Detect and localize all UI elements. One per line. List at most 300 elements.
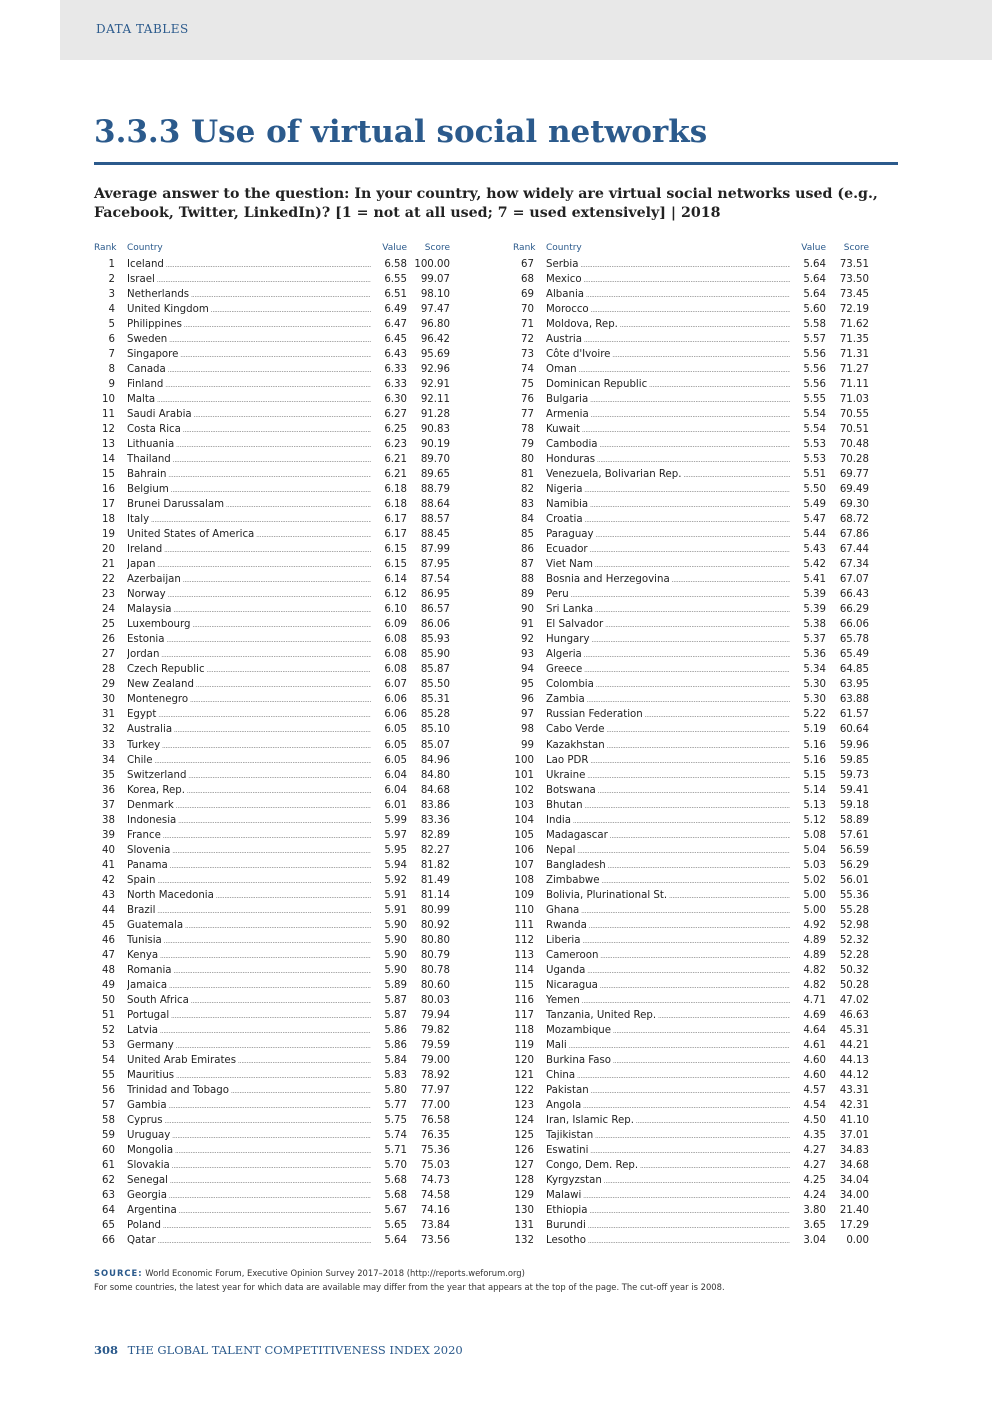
score-cell: 59.41: [839, 784, 869, 796]
value-cell: 5.16: [790, 738, 826, 753]
rank-cell: 51: [102, 1009, 115, 1021]
rank-cell: 49: [102, 979, 115, 991]
value-cell: 5.56: [790, 362, 826, 377]
value-cell: 5.87: [371, 1008, 407, 1023]
table-row: [94, 377, 450, 392]
rank-cell: 98: [521, 724, 534, 736]
table-row: [94, 1098, 450, 1113]
table-row: [513, 903, 869, 918]
rank-cell: 95: [521, 679, 534, 691]
value-cell: 5.57: [790, 332, 826, 347]
table-row: [513, 963, 869, 978]
table-row: [94, 407, 450, 422]
value-cell: 5.95: [371, 843, 407, 858]
score-cell: 88.45: [420, 529, 450, 541]
rank-cell: 90: [521, 604, 534, 616]
value-cell: 3.65: [790, 1218, 826, 1233]
value-cell: 6.15: [371, 542, 407, 557]
rank-cell: 23: [102, 589, 115, 601]
rank-cell: 1: [108, 259, 115, 270]
table-row: [513, 738, 869, 753]
rank-cell: 32: [102, 724, 115, 736]
table-row: [94, 647, 450, 662]
score-cell: 70.48: [839, 439, 869, 451]
page-number: 308: [94, 1343, 119, 1357]
country-cell: Italy .....: [127, 512, 407, 528]
country-cell: Turkey .....: [127, 738, 407, 754]
table-row: [513, 1173, 869, 1188]
value-cell: 6.17: [371, 527, 407, 542]
header-rank: Rank: [94, 243, 117, 253]
table-row: [94, 903, 450, 918]
value-cell: 5.64: [371, 1233, 407, 1248]
value-cell: 5.55: [790, 392, 826, 407]
score-cell: 61.57: [839, 709, 869, 721]
rank-cell: 77: [521, 409, 534, 421]
score-cell: 45.31: [839, 1024, 869, 1036]
table-row: [94, 993, 450, 1008]
score-cell: 66.06: [839, 619, 869, 631]
country-cell: Nepal .....: [546, 843, 826, 859]
score-cell: 17.29: [839, 1220, 869, 1231]
score-cell: 70.28: [839, 454, 869, 466]
score-cell: 89.70: [420, 454, 450, 466]
country-cell: Moldova, Rep. .....: [546, 317, 826, 333]
country-cell: Tajikistan .....: [546, 1128, 826, 1144]
table-row: [513, 843, 869, 858]
score-cell: 80.92: [420, 919, 450, 931]
table-row: [94, 332, 450, 347]
table-row: [94, 347, 450, 362]
value-cell: 4.50: [790, 1113, 826, 1128]
rank-cell: 15: [102, 469, 115, 481]
score-cell: 82.89: [420, 829, 450, 841]
value-cell: 5.91: [371, 903, 407, 918]
score-cell: 21.40: [839, 1204, 869, 1216]
country-cell: Norway .....: [127, 587, 407, 603]
rank-cell: 59: [102, 1129, 115, 1141]
rank-cell: 123: [514, 1099, 534, 1111]
score-cell: 63.95: [839, 679, 869, 691]
value-cell: 6.05: [371, 722, 407, 737]
table-row: [513, 1203, 869, 1218]
rank-cell: 91: [521, 619, 534, 631]
country-cell: Kazakhstan .....: [546, 738, 826, 754]
rank-cell: 57: [102, 1099, 115, 1111]
rank-cell: 29: [102, 679, 115, 691]
header-score: Score: [424, 243, 450, 253]
score-cell: 56.29: [839, 859, 869, 871]
value-cell: 5.30: [790, 692, 826, 707]
table-row: [94, 1203, 450, 1218]
rank-cell: 99: [521, 739, 534, 751]
value-cell: 5.36: [790, 647, 826, 662]
rank-cell: 74: [521, 364, 534, 376]
value-cell: 4.27: [790, 1143, 826, 1158]
score-cell: 63.88: [839, 694, 869, 706]
rank-cell: 54: [102, 1054, 115, 1066]
country-cell: Venezuela, Bolivarian Rep. .....: [546, 467, 826, 483]
rank-cell: 60: [102, 1144, 115, 1156]
value-cell: 4.57: [790, 1083, 826, 1098]
table-question: Average answer to the question: In your country, how widely are virtual social networks used (e.g., Facebook, Twitter, LinkedIn)? [1 = not at all used; 7 = used extensively] | 2018: [94, 186, 878, 221]
value-cell: 5.12: [790, 813, 826, 828]
value-cell: 3.80: [790, 1203, 826, 1218]
country-cell: Indonesia .....: [127, 813, 407, 829]
table-row: [513, 332, 869, 347]
value-cell: 6.06: [371, 707, 407, 722]
country-cell: Viet Nam .....: [546, 557, 826, 573]
value-cell: 5.60: [790, 302, 826, 317]
value-cell: 5.83: [371, 1068, 407, 1083]
rank-cell: 83: [521, 499, 534, 511]
score-cell: 92.91: [420, 379, 450, 391]
table-row: [513, 347, 869, 362]
score-cell: 57.61: [839, 829, 869, 841]
table-row: [94, 1038, 450, 1053]
table-row: [94, 768, 450, 783]
rank-cell: 21: [102, 559, 115, 571]
value-cell: 5.37: [790, 632, 826, 647]
value-cell: 5.56: [790, 377, 826, 392]
rank-cell: 118: [514, 1024, 534, 1036]
score-cell: 59.96: [839, 739, 869, 751]
rank-cell: 39: [102, 829, 115, 841]
score-cell: 47.02: [839, 994, 869, 1006]
rank-cell: 68: [521, 274, 534, 286]
table-row: [513, 873, 869, 888]
value-cell: 5.14: [790, 783, 826, 798]
table-row: [94, 1233, 450, 1248]
score-cell: 79.59: [420, 1039, 450, 1051]
score-cell: 50.32: [839, 964, 869, 976]
rank-cell: 81: [521, 469, 534, 481]
country-cell: Trinidad and Tobago .....: [127, 1083, 407, 1099]
table-row: [94, 753, 450, 768]
score-cell: 73.45: [839, 289, 869, 301]
score-cell: 67.44: [839, 544, 869, 556]
rank-cell: 56: [102, 1084, 115, 1096]
rank-cell: 71: [521, 319, 534, 331]
table-row: [94, 873, 450, 888]
table-row: [513, 1113, 869, 1128]
source-text: World Economic Forum, Executive Opinion Survey 2017–2018 (http://reports.weforum.org): [145, 1268, 525, 1278]
country-cell: Singapore .....: [127, 347, 407, 363]
column-headers: [513, 243, 869, 255]
value-cell: 5.03: [790, 858, 826, 873]
country-cell: South Africa .....: [127, 993, 407, 1009]
value-cell: 5.64: [790, 257, 826, 272]
country-cell: Burkina Faso .....: [546, 1053, 826, 1069]
country-cell: Côte d'Ivoire .....: [546, 347, 826, 363]
rank-cell: 17: [102, 499, 115, 511]
value-cell: 6.47: [371, 317, 407, 332]
rank-cell: 110: [514, 904, 534, 916]
value-cell: 6.49: [371, 302, 407, 317]
score-cell: 87.95: [420, 559, 450, 571]
table-row: [513, 707, 869, 722]
table-row: [513, 933, 869, 948]
rank-cell: 19: [102, 529, 115, 541]
score-cell: 77.97: [420, 1084, 450, 1096]
rank-cell: 7: [108, 349, 115, 361]
country-cell: Serbia .....: [546, 257, 826, 273]
score-cell: 67.34: [839, 559, 869, 571]
value-cell: 5.70: [371, 1158, 407, 1173]
score-cell: 71.35: [839, 334, 869, 346]
rank-cell: 42: [102, 874, 115, 886]
country-cell: Slovenia .....: [127, 843, 407, 859]
value-cell: 6.09: [371, 617, 407, 632]
country-cell: Malaysia .....: [127, 602, 407, 618]
table-row: [513, 1233, 869, 1248]
value-cell: 5.86: [371, 1023, 407, 1038]
value-cell: 5.71: [371, 1143, 407, 1158]
rank-cell: 76: [521, 394, 534, 406]
value-cell: 6.06: [371, 692, 407, 707]
value-cell: 6.43: [371, 347, 407, 362]
country-cell: Mauritius .....: [127, 1068, 407, 1084]
country-cell: Denmark .....: [127, 798, 407, 814]
value-cell: 5.67: [371, 1203, 407, 1218]
score-cell: 90.83: [420, 424, 450, 436]
table-row: [513, 1158, 869, 1173]
country-cell: Gambia .....: [127, 1098, 407, 1114]
score-cell: 71.03: [839, 394, 869, 406]
country-cell: Kenya .....: [127, 948, 407, 964]
country-cell: Mongolia .....: [127, 1143, 407, 1159]
score-cell: 92.11: [420, 394, 450, 406]
country-cell: Tunisia .....: [127, 933, 407, 949]
rank-cell: 31: [102, 709, 115, 721]
table-row: [94, 1023, 450, 1038]
country-cell: Lesotho .....: [546, 1233, 826, 1249]
score-cell: 52.98: [839, 919, 869, 931]
score-cell: 80.99: [420, 904, 450, 916]
country-cell: Brunei Darussalam .....: [127, 497, 407, 513]
score-cell: 84.96: [420, 754, 450, 766]
score-cell: 76.58: [420, 1114, 450, 1126]
score-cell: 81.49: [420, 874, 450, 886]
score-cell: 71.11: [839, 379, 869, 391]
score-cell: 73.84: [420, 1220, 450, 1231]
value-cell: 5.41: [790, 572, 826, 587]
rank-cell: 82: [521, 484, 534, 496]
country-cell: Guatemala .....: [127, 918, 407, 934]
table-row: [513, 1068, 869, 1083]
score-cell: 78.92: [420, 1069, 450, 1081]
table-rows-right: [513, 257, 869, 1248]
country-cell: Burundi .....: [546, 1218, 826, 1234]
rank-cell: 16: [102, 484, 115, 496]
table-row: [94, 963, 450, 978]
value-cell: 6.04: [371, 768, 407, 783]
section-label: DATA TABLES: [96, 22, 189, 36]
table-row: [94, 1128, 450, 1143]
value-cell: 5.54: [790, 422, 826, 437]
value-cell: 5.65: [371, 1218, 407, 1233]
country-cell: Austria .....: [546, 332, 826, 348]
header-score: Score: [843, 243, 869, 253]
score-cell: 80.03: [420, 994, 450, 1006]
table-row: [513, 632, 869, 647]
table-row: [94, 707, 450, 722]
value-cell: 5.43: [790, 542, 826, 557]
country-cell: Portugal .....: [127, 1008, 407, 1024]
value-cell: 5.51: [790, 467, 826, 482]
country-cell: Ethiopia .....: [546, 1203, 826, 1219]
rank-cell: 27: [102, 649, 115, 661]
score-cell: 89.65: [420, 469, 450, 481]
source-note: [94, 1266, 914, 1294]
value-cell: 5.99: [371, 813, 407, 828]
value-cell: 6.17: [371, 512, 407, 527]
value-cell: 6.33: [371, 377, 407, 392]
header-country: Country: [127, 243, 163, 253]
value-cell: 5.68: [371, 1173, 407, 1188]
country-cell: Bangladesh .....: [546, 858, 826, 874]
rank-cell: 35: [102, 769, 115, 781]
country-cell: Malawi .....: [546, 1188, 826, 1204]
value-cell: 5.08: [790, 828, 826, 843]
rank-cell: 79: [521, 439, 534, 451]
value-cell: 6.18: [371, 482, 407, 497]
country-cell: Zambia .....: [546, 692, 826, 708]
header-rank: Rank: [513, 243, 536, 253]
title-rule: [94, 162, 898, 165]
score-cell: 85.07: [420, 739, 450, 751]
table-row: [94, 362, 450, 377]
table-row: [94, 1083, 450, 1098]
country-cell: Peru .....: [546, 587, 826, 603]
country-cell: Chile .....: [127, 753, 407, 769]
value-cell: 6.55: [371, 272, 407, 287]
country-cell: Liberia .....: [546, 933, 826, 949]
rank-cell: 86: [521, 544, 534, 556]
score-cell: 97.47: [420, 304, 450, 316]
country-cell: Jamaica .....: [127, 978, 407, 994]
country-cell: Yemen .....: [546, 993, 826, 1009]
rank-cell: 89: [521, 589, 534, 601]
page-title: 3.3.3 Use of virtual social networks: [94, 114, 708, 150]
country-cell: Slovakia .....: [127, 1158, 407, 1174]
rank-cell: 115: [514, 979, 534, 991]
country-cell: El Salvador .....: [546, 617, 826, 633]
country-cell: Kuwait .....: [546, 422, 826, 438]
value-cell: 6.04: [371, 783, 407, 798]
table-row: [94, 1218, 450, 1233]
table-row: [94, 858, 450, 873]
value-cell: 6.05: [371, 738, 407, 753]
table-row: [94, 948, 450, 963]
country-cell: Cambodia .....: [546, 437, 826, 453]
rank-cell: 47: [102, 949, 115, 961]
value-cell: 5.91: [371, 888, 407, 903]
country-cell: Cyprus .....: [127, 1113, 407, 1129]
rank-cell: 8: [108, 364, 115, 376]
rank-cell: 37: [102, 799, 115, 811]
country-cell: Korea, Rep. .....: [127, 783, 407, 799]
rank-cell: 105: [514, 829, 534, 841]
score-cell: 34.83: [839, 1144, 869, 1156]
rank-cell: 4: [108, 304, 115, 316]
country-cell: Ghana .....: [546, 903, 826, 919]
rank-cell: 111: [514, 919, 534, 931]
rank-cell: 128: [514, 1174, 534, 1186]
score-cell: 66.29: [839, 604, 869, 616]
table-row: [94, 257, 450, 272]
value-cell: 5.75: [371, 1113, 407, 1128]
table-row: [513, 722, 869, 737]
score-cell: 73.50: [839, 274, 869, 286]
value-cell: 5.53: [790, 437, 826, 452]
value-cell: 5.02: [790, 873, 826, 888]
country-cell: Eswatini .....: [546, 1143, 826, 1159]
table-row: [513, 798, 869, 813]
country-cell: Canada .....: [127, 362, 407, 378]
table-row: [94, 1158, 450, 1173]
value-cell: 5.90: [371, 933, 407, 948]
country-cell: Russian Federation .....: [546, 707, 826, 723]
country-cell: India .....: [546, 813, 826, 829]
table-row: [94, 1173, 450, 1188]
score-cell: 34.04: [839, 1174, 869, 1186]
score-cell: 42.31: [839, 1099, 869, 1111]
country-cell: Bulgaria .....: [546, 392, 826, 408]
table-row: [94, 1143, 450, 1158]
table-row: [513, 542, 869, 557]
table-row: [513, 1023, 869, 1038]
score-cell: 43.31: [839, 1084, 869, 1096]
rank-cell: 70: [521, 304, 534, 316]
score-cell: 80.79: [420, 949, 450, 961]
value-cell: 6.18: [371, 497, 407, 512]
value-cell: 5.56: [790, 347, 826, 362]
score-cell: 88.64: [420, 499, 450, 511]
score-cell: 73.51: [839, 259, 869, 270]
table-row: [94, 287, 450, 302]
table-row: [513, 768, 869, 783]
value-cell: 5.16: [790, 753, 826, 768]
score-cell: 55.36: [839, 889, 869, 901]
table-row: [94, 918, 450, 933]
score-cell: 80.60: [420, 979, 450, 991]
table-row: [513, 1083, 869, 1098]
country-cell: Costa Rica .....: [127, 422, 407, 438]
rank-cell: 107: [514, 859, 534, 871]
score-cell: 85.28: [420, 709, 450, 721]
score-cell: 69.49: [839, 484, 869, 496]
table-row: [513, 317, 869, 332]
table-row: [94, 978, 450, 993]
country-cell: Congo, Dem. Rep. .....: [546, 1158, 826, 1174]
table-row: [94, 662, 450, 677]
rank-cell: 75: [521, 379, 534, 391]
table-row: [513, 467, 869, 482]
table-row: [513, 858, 869, 873]
score-cell: 41.10: [839, 1114, 869, 1126]
rank-cell: 126: [514, 1144, 534, 1156]
table-row: [94, 617, 450, 632]
table-row: [94, 602, 450, 617]
country-cell: Greece .....: [546, 662, 826, 678]
value-cell: 6.21: [371, 467, 407, 482]
table-row: [94, 1188, 450, 1203]
rank-cell: 85: [521, 529, 534, 541]
header-value: Value: [382, 243, 407, 253]
score-cell: 60.64: [839, 724, 869, 736]
table-row: [513, 482, 869, 497]
